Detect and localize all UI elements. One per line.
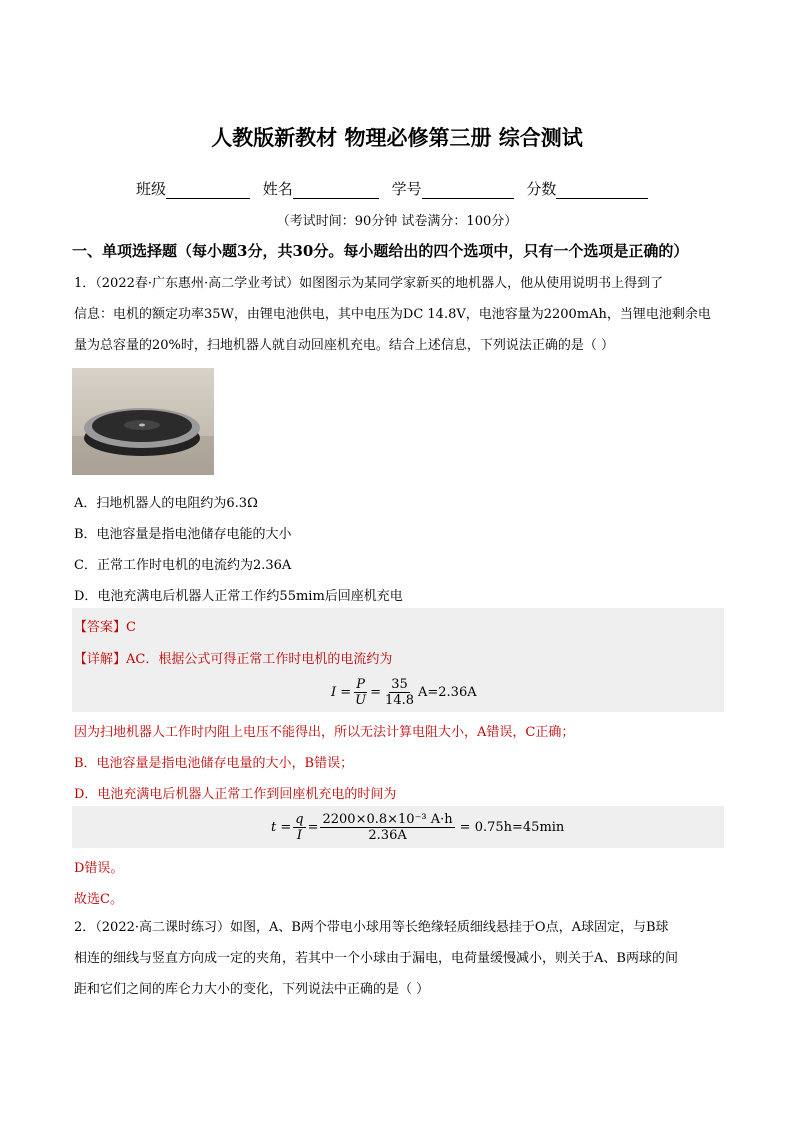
score-blank bbox=[556, 183, 648, 199]
question-1-line: 1．（2022春·广东惠州·高二学业考试）如图图示为某同学家新买的地机器人，他从使用说明书上得到了 bbox=[74, 276, 664, 291]
id-label: 学号 bbox=[391, 180, 422, 198]
page-title: 人教版新教材 物理必修第三册 综合测试 bbox=[211, 125, 583, 150]
detail-label: 【详解】 bbox=[74, 652, 127, 667]
formula-2-den: I bbox=[296, 827, 302, 843]
formula-1-eq: = bbox=[370, 684, 382, 700]
detail-text: AC．根据公式可得正常工作时电机的电流约为 bbox=[126, 652, 393, 667]
formula-1-den: 14.8 bbox=[385, 692, 414, 708]
question-2-line: 2．（2022·高二课时练习）如图，A、B两个带电小球用等长绝缘轻质细线悬挂于O点，A球固定，与B球 bbox=[74, 920, 669, 935]
formula-2-den: 2.36A bbox=[368, 827, 407, 843]
explanation-1: 因为扫地机器人工作时内阻上电压不能得出，所以无法计算电阻大小，A错误，C正确； bbox=[74, 725, 575, 740]
formula-2-num: 2200×0.8×10⁻³ A·h bbox=[322, 811, 453, 827]
formula-1-rhs: A=2.36A bbox=[418, 684, 477, 700]
section-heading: 一、单项选择题（每小题3分，共30分。每小题给出的四个选项中，只有一个选项是正确的） bbox=[72, 242, 689, 260]
question-2-line: 相连的细线与竖直方向成一定的夹角，若其中一个小球由于漏电，电荷量缓慢减小，则关于A、B两球的间 bbox=[74, 951, 678, 966]
answer-text: 【答案】C bbox=[74, 620, 136, 635]
formula-2-eq: = bbox=[307, 819, 319, 835]
score-label: 分数 bbox=[526, 180, 557, 198]
option-c: C．正常工作时电机的电流约为2.36A bbox=[74, 558, 292, 573]
question-1-line: 信息：电机的额定功率35W，由锂电池供电，其中电压为DC 14.8V，电池容量为2200mAh，当锂电池剩余电 bbox=[74, 307, 711, 322]
formula-2-fraction-2 bbox=[320, 812, 454, 843]
explanation-4: D错误。 bbox=[74, 861, 124, 876]
id-blank bbox=[422, 183, 514, 199]
option-d: D．电池充满电后机器人正常工作约55mim后回座机充电 bbox=[74, 589, 403, 604]
formula-1-fraction-2 bbox=[383, 677, 416, 708]
question-1-stem bbox=[74, 268, 724, 361]
class-label: 班级 bbox=[136, 180, 167, 198]
formula-2-rhs: = 0.75h=45min bbox=[459, 819, 565, 835]
formula-time bbox=[271, 810, 564, 844]
formula-2-num: q bbox=[295, 811, 304, 827]
name-blank bbox=[293, 183, 379, 199]
question-2-line: 距和它们之间的库仑力大小的变化，下列说法中正确的是（ ） bbox=[74, 982, 430, 997]
formula-1-num: 35 bbox=[391, 676, 408, 692]
formula-1-num: P bbox=[356, 676, 366, 692]
explanation-3: D．电池充满电后机器人正常工作到回座机充电的时间为 bbox=[74, 787, 397, 802]
formula-current bbox=[331, 676, 477, 708]
question-2-stem bbox=[74, 912, 724, 1005]
question-1-line: 量为总容量的20%时，扫地机器人就自动回座机充电。结合上述信息，下列说法正确的是（ ） bbox=[74, 338, 615, 353]
formula-1-fraction-1 bbox=[353, 677, 368, 708]
explanation-2: B．电池容量是指电池储存电量的大小，B错误； bbox=[74, 756, 354, 771]
detail-line bbox=[74, 648, 392, 667]
option-b: B．电池容量是指电池储存电能的大小 bbox=[74, 527, 292, 542]
formula-1-den: U bbox=[355, 692, 367, 708]
formula-2-fraction-1 bbox=[293, 812, 305, 843]
name-label: 姓名 bbox=[262, 180, 293, 198]
student-info-row bbox=[136, 178, 648, 199]
class-blank bbox=[166, 183, 250, 199]
formula-1-lhs: I = bbox=[331, 684, 352, 700]
answer-box bbox=[72, 608, 724, 640]
option-a: A．扫地机器人的电阻约为6.3Ω bbox=[74, 496, 258, 511]
conclusion: 故选C。 bbox=[74, 892, 123, 907]
robot-vacuum-image bbox=[72, 368, 214, 475]
formula-2-lhs: t = bbox=[271, 819, 292, 835]
exam-meta: （考试时间：90分钟 试卷满分：100分） bbox=[276, 214, 518, 229]
